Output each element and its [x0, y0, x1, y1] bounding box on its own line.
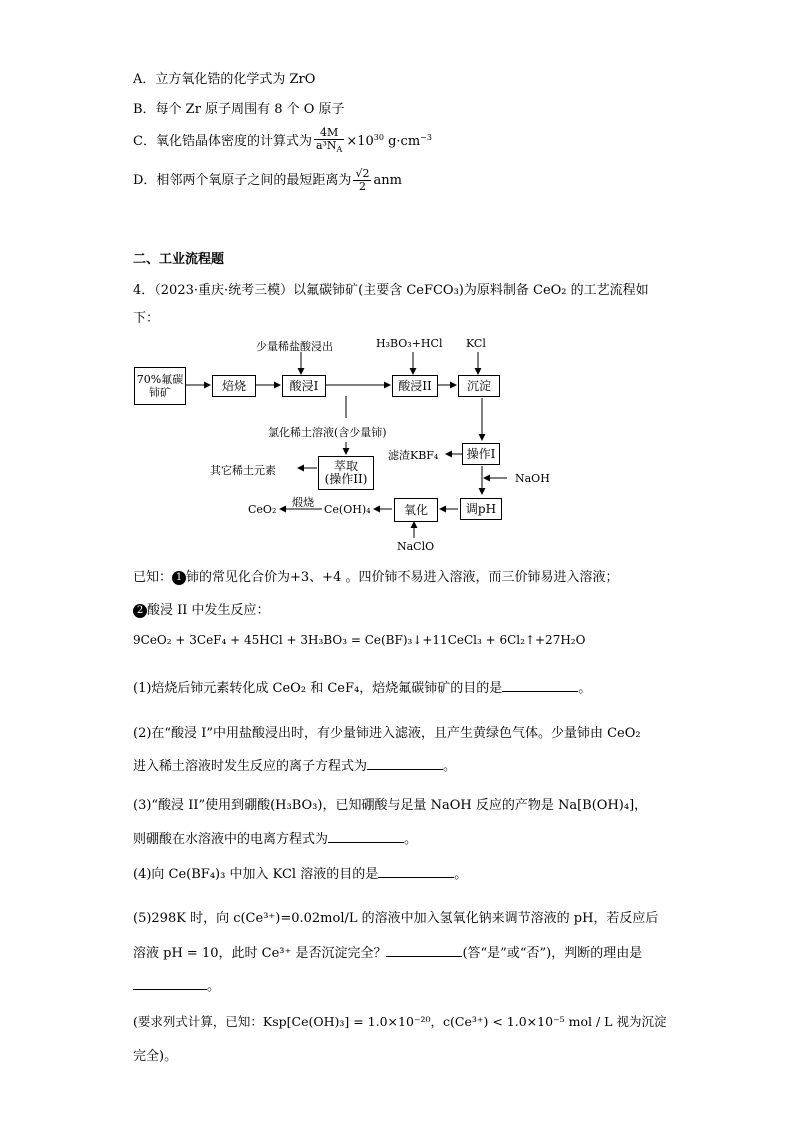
known-line2: 2 酸浸 II 中发生反应：: [133, 599, 270, 618]
circle-number-2: 2: [133, 604, 147, 618]
flow-arrows: [0, 0, 794, 560]
option-c-suffix: ×10: [346, 134, 374, 150]
known-line1: 已知： 1 铈的常见化合价为+3、+4 。四价铈不易进入溶液，而三价铈易进入溶液；: [133, 570, 619, 585]
flow-ore-box: 70%氟碳铈矿: [134, 367, 186, 405]
option-b: B．每个 Zr 原子周围有 8 个 O 原子: [133, 102, 345, 117]
label-other: 其它稀土元素: [210, 464, 276, 477]
option-a: A．立方氧化锆的化学式为 ZrO: [133, 72, 316, 87]
q5-answer-blank-1[interactable]: [386, 944, 462, 957]
q4: (4)向 Ce(BF₄)₃ 中加入 KCl 溶液的目的是 。: [133, 867, 468, 882]
q5-line3: 。: [133, 975, 220, 994]
option-c-prefix: C．氧化锆晶体密度的计算式为: [133, 134, 312, 150]
q5-line4: (要求列式计算，已知：Ksp[Ce(OH)₃] = 1.0×10⁻²⁰，c(Ce³⁺) < 1.0×10⁻⁵ mol / L 视为沉淀: [133, 1014, 667, 1029]
distance-denominator: 2: [358, 180, 366, 193]
flow-extract-box: [318, 456, 374, 490]
label-hcl: 少量稀盐酸浸出: [256, 340, 333, 353]
flow-leach2-box: 酸浸II: [392, 375, 438, 397]
option-d-suffix: anm: [373, 173, 402, 188]
circle-number-1: 1: [172, 571, 186, 585]
option-c-unit: g·cm: [383, 134, 421, 150]
label-ceo2: CeO₂: [248, 503, 277, 516]
option-c-exp: 30: [373, 132, 384, 142]
q2-line1: (2)在“酸浸 I”中用盐酸浸出时，有少量铈进入滤液，且产生黄绿色气体。少量铈由 CeO₂: [133, 726, 641, 741]
q3-line2: 则硼酸在水溶液中的电离方程式为 。: [133, 832, 418, 847]
flow-precip-box: 沉淀: [458, 375, 500, 397]
q5-line2: 溶液 pH = 10，此时 Ce³⁺ 是否沉淀完全？ (答“是”或“否”)，判断的理由是: [133, 946, 643, 961]
reaction-equation: 9CeO₂ + 3CeF₄ + 45HCl + 3H₃BO₃ = Ce(BF)₃↓+11CeCl₃ + 6Cl₂↑+27H₂O: [133, 633, 586, 647]
density-numerator: 4M: [314, 127, 344, 140]
flow-extract-line1: 萃取: [333, 459, 358, 473]
section-title: 二、工业流程题: [133, 252, 225, 267]
label-naoh: NaOH: [515, 472, 550, 485]
label-residue: 滤渣KBF₄: [388, 449, 439, 462]
label-ceoh4: Ce(OH)₄: [324, 503, 371, 516]
option-d-prefix: D．相邻两个氧原子之间的最短距离为: [133, 173, 352, 188]
density-denominator: $a^3N_A$: [315, 139, 343, 155]
q5-answer-blank-2[interactable]: [133, 977, 207, 990]
q2-line2: 进入稀土溶液时发生反应的离子方程式为 。: [133, 759, 457, 774]
q5-line5: 完全)。: [133, 1049, 178, 1064]
label-h3bo3: H₃BO₃+HCl: [376, 337, 443, 350]
flow-op1-box: 操作I: [462, 443, 500, 465]
flow-ph-box: 调pH: [460, 498, 502, 520]
question-intro-line2: 下：: [133, 311, 160, 326]
label-solution: 氯化稀土溶液(含少量铈): [268, 426, 387, 439]
q5-line1: (5)298K 时，向 c(Ce³⁺)=0.02mol/L 的溶液中加入氢氧化钠来调节溶液的 pH，若反应后: [133, 911, 659, 926]
q1-answer-blank[interactable]: [502, 679, 578, 692]
q3-line1: (3)“酸浸 II”使用到硼酸(H₃BO₃)，已知硼酸与足量 NaOH 反应的产物是 Na[B(OH)₄]，: [133, 798, 648, 813]
flow-oxid-box: 氧化: [394, 498, 438, 522]
q1: (1)焙烧后铈元素转化成 CeO₂ 和 CeF₄，焙烧氟碳铈矿的目的是 。: [133, 681, 592, 696]
question-intro-line1: 4．（2023·重庆·统考三模）以氟碳铈矿(主要含 CeFCO₃)为原料制备 CeO₂ 的工艺流程如: [133, 283, 649, 298]
q2-answer-blank[interactable]: [367, 757, 443, 770]
label-kcl: KCl: [466, 337, 486, 350]
label-calcine: 煅烧: [292, 496, 314, 509]
label-naclo: NaClO: [397, 540, 435, 553]
q3-answer-blank[interactable]: [328, 830, 404, 843]
option-c-unit-exp: −3: [420, 132, 432, 142]
q4-answer-blank[interactable]: [378, 865, 454, 878]
flow-roast-box: 焙烧: [212, 375, 256, 397]
flow-extract-line2: (操作II): [324, 472, 368, 486]
distance-numerator: √2: [355, 167, 370, 180]
flow-leach1-box: 酸浸I: [282, 375, 326, 397]
